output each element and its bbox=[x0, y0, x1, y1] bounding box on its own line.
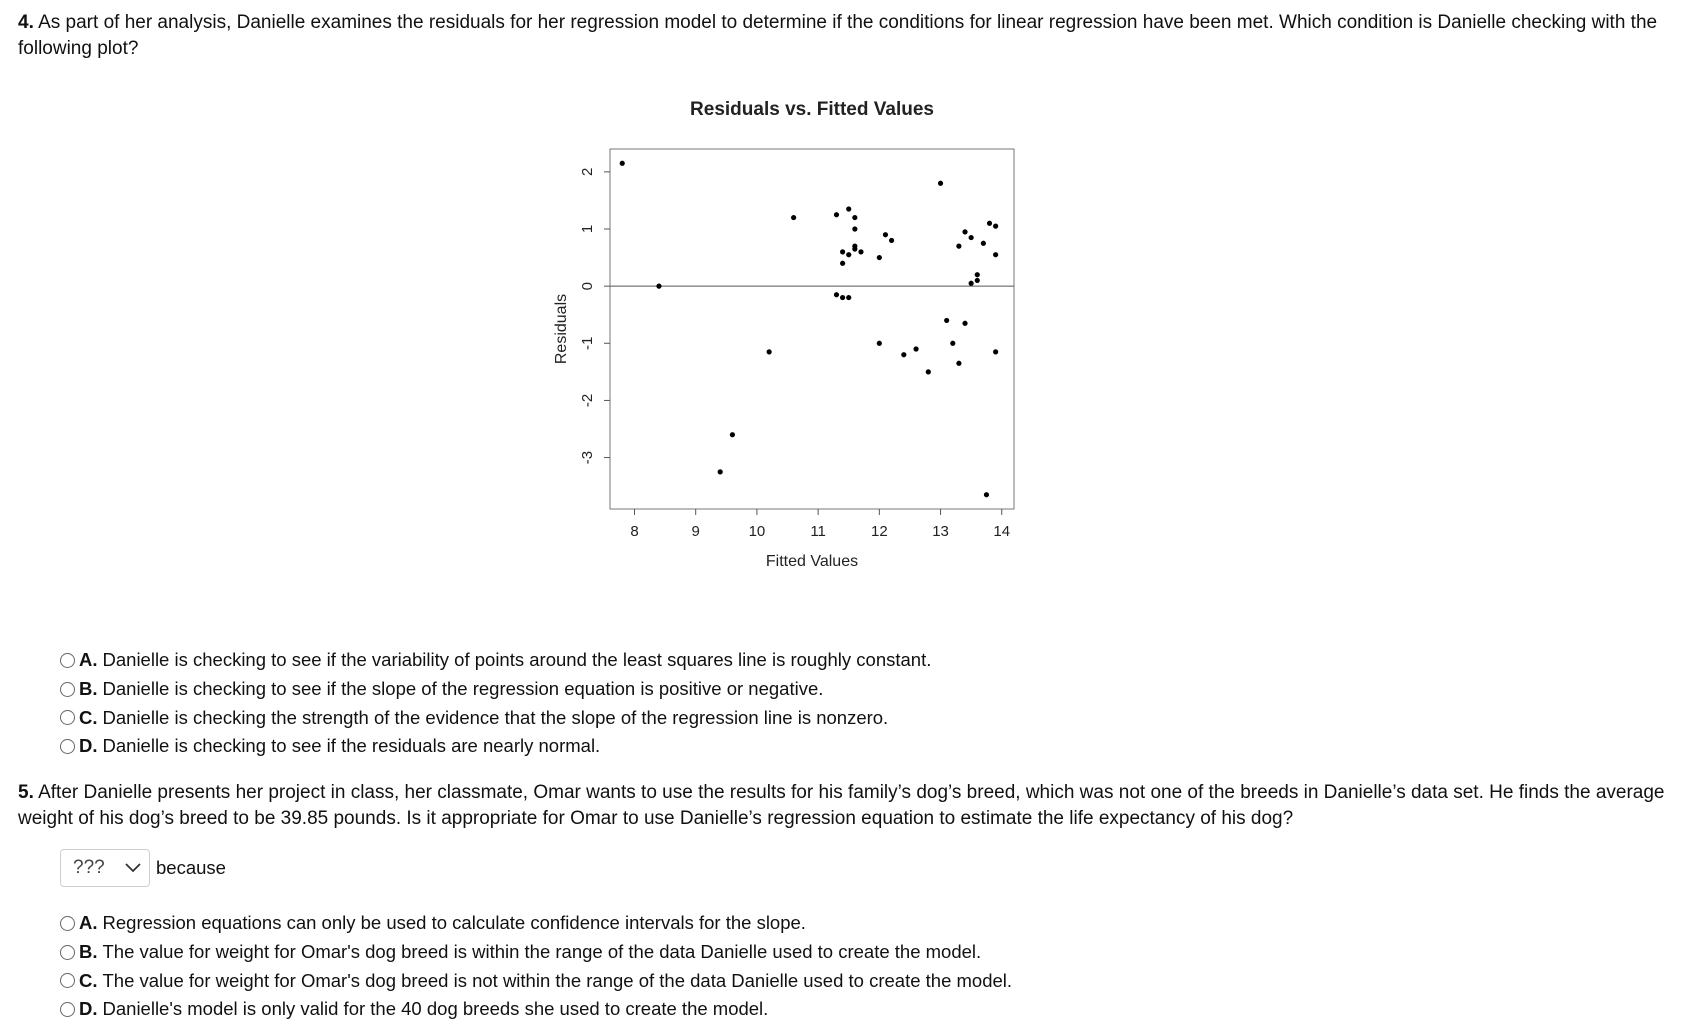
data-point bbox=[938, 181, 943, 186]
y-tick-label: 1 bbox=[578, 224, 596, 234]
data-point bbox=[877, 255, 882, 260]
q5-option-b[interactable] bbox=[60, 938, 1012, 967]
q4-option-c[interactable] bbox=[60, 703, 931, 732]
data-point bbox=[962, 321, 967, 326]
question-5-options bbox=[60, 909, 1012, 1024]
data-point bbox=[840, 295, 845, 300]
data-point bbox=[950, 341, 955, 346]
radio-button[interactable] bbox=[60, 653, 75, 668]
option-text: Regression equations can only be used to calculate confidence intervals for the slope. bbox=[102, 912, 806, 934]
y-tick-label: 0 bbox=[578, 281, 596, 291]
y-tick-label: -1 bbox=[578, 336, 596, 350]
option-text: Danielle is checking to see if the residuals are nearly normal. bbox=[102, 735, 601, 757]
option-letter: B. bbox=[79, 941, 98, 963]
data-point bbox=[969, 281, 974, 286]
question-4-options bbox=[60, 646, 931, 761]
radio-button[interactable] bbox=[60, 945, 75, 960]
q4-option-d[interactable] bbox=[60, 732, 931, 761]
data-point bbox=[913, 346, 918, 351]
x-tick-label: 14 bbox=[993, 523, 1011, 540]
data-point bbox=[926, 369, 931, 374]
data-point bbox=[993, 224, 998, 229]
x-tick-label: 11 bbox=[810, 523, 826, 540]
plot-frame bbox=[610, 149, 1014, 509]
question-4-number: 4. bbox=[18, 12, 34, 33]
data-point bbox=[620, 161, 625, 166]
question-5-prompt: After Danielle presents her project in class, her classmate, Omar wants to use the results for his family’s dog’s breed, which was not one of the breeds in Danielle’s data set. He finds the average weight of his dog’s breed to be 39.85 pounds. Is it appropriate for Omar to use Danielle’s regression equation to estimate the life expectancy of his dog? bbox=[18, 782, 1665, 829]
option-letter: C. bbox=[79, 706, 98, 728]
radio-button[interactable] bbox=[60, 1002, 75, 1017]
data-point bbox=[962, 229, 967, 234]
x-tick-label: 13 bbox=[932, 523, 949, 540]
data-point bbox=[656, 284, 661, 289]
q5-option-d[interactable] bbox=[60, 995, 1012, 1024]
data-point bbox=[956, 361, 961, 366]
question-4-prompt: As part of her analysis, Danielle examines the residuals for her regression model to determine if the conditions for linear regression have been met. Which condition is Danielle checking with the following plot? bbox=[18, 12, 1658, 59]
question-5-text bbox=[18, 780, 1668, 832]
data-point bbox=[718, 469, 723, 474]
y-tick-label: -3 bbox=[578, 450, 596, 465]
data-point bbox=[944, 318, 949, 323]
x-tick-label: 8 bbox=[630, 523, 639, 540]
option-letter: D. bbox=[79, 998, 98, 1020]
data-point bbox=[767, 349, 772, 354]
chart-title: Residuals vs. Fitted Values bbox=[690, 99, 934, 120]
x-tick-label: 12 bbox=[870, 523, 888, 540]
data-point bbox=[852, 215, 857, 220]
answer-dropdown[interactable] bbox=[60, 849, 150, 887]
y-axis-label: Residuals bbox=[553, 293, 571, 365]
data-point bbox=[883, 232, 888, 237]
chevron-down-icon bbox=[125, 863, 141, 873]
radio-button[interactable] bbox=[60, 973, 75, 988]
data-point bbox=[984, 492, 989, 497]
data-point bbox=[993, 349, 998, 354]
data-point bbox=[969, 235, 974, 240]
data-point bbox=[975, 278, 980, 283]
option-letter: B. bbox=[79, 678, 98, 700]
data-point bbox=[956, 244, 961, 249]
data-point bbox=[846, 206, 851, 211]
option-text: The value for weight for Omar's dog breed is not within the range of the data Danielle used to create the model. bbox=[102, 969, 1013, 991]
data-point bbox=[901, 352, 906, 357]
y-tick-label: 2 bbox=[578, 167, 596, 177]
data-point bbox=[730, 432, 735, 437]
option-text: Danielle's model is only valid for the 40 dog breeds she used to create the model. bbox=[102, 998, 769, 1020]
because-label: because bbox=[156, 857, 226, 878]
data-point bbox=[840, 261, 845, 266]
option-text: Danielle is checking to see if the slope of the regression equation is positive or negative. bbox=[102, 678, 824, 700]
data-point bbox=[834, 292, 839, 297]
question-4-text bbox=[18, 10, 1668, 62]
data-point bbox=[877, 341, 882, 346]
data-point bbox=[858, 249, 863, 254]
q4-option-a[interactable] bbox=[60, 646, 931, 675]
question-5-number: 5. bbox=[18, 782, 34, 803]
data-point bbox=[981, 241, 986, 246]
data-point bbox=[852, 246, 857, 251]
option-letter: D. bbox=[79, 735, 98, 757]
answer-row bbox=[60, 849, 226, 887]
y-tick-label: -2 bbox=[578, 393, 596, 408]
data-point bbox=[852, 226, 857, 231]
option-text: Danielle is checking the strength of the evidence that the slope of the regression line is nonzero. bbox=[102, 706, 889, 728]
option-text: Danielle is checking to see if the variability of points around the least squares line is roughly constant. bbox=[102, 649, 932, 671]
x-tick-label: 9 bbox=[691, 523, 700, 540]
q5-option-a[interactable] bbox=[60, 909, 1012, 938]
x-axis-label: Fitted Values bbox=[765, 553, 859, 570]
data-point bbox=[987, 221, 992, 226]
x-tick-label: 10 bbox=[748, 523, 766, 540]
radio-button[interactable] bbox=[60, 682, 75, 697]
data-point bbox=[846, 295, 851, 300]
data-point bbox=[889, 238, 894, 243]
radio-button[interactable] bbox=[60, 916, 75, 931]
option-letter: C. bbox=[79, 969, 98, 991]
data-point bbox=[993, 252, 998, 257]
data-point bbox=[840, 249, 845, 254]
data-point bbox=[975, 272, 980, 277]
radio-button[interactable] bbox=[60, 710, 75, 725]
q4-option-b[interactable] bbox=[60, 675, 931, 704]
radio-button[interactable] bbox=[60, 739, 75, 754]
residual-plot bbox=[553, 98, 1110, 618]
option-letter: A. bbox=[79, 649, 98, 671]
data-point bbox=[791, 215, 796, 220]
data-point bbox=[846, 252, 851, 257]
q5-option-c[interactable] bbox=[60, 966, 1012, 995]
option-letter: A. bbox=[79, 912, 98, 934]
option-text: The value for weight for Omar's dog breed is within the range of the data Danielle used to create the model. bbox=[102, 941, 982, 963]
dropdown-value: ??? bbox=[73, 857, 105, 878]
data-point bbox=[834, 212, 839, 217]
